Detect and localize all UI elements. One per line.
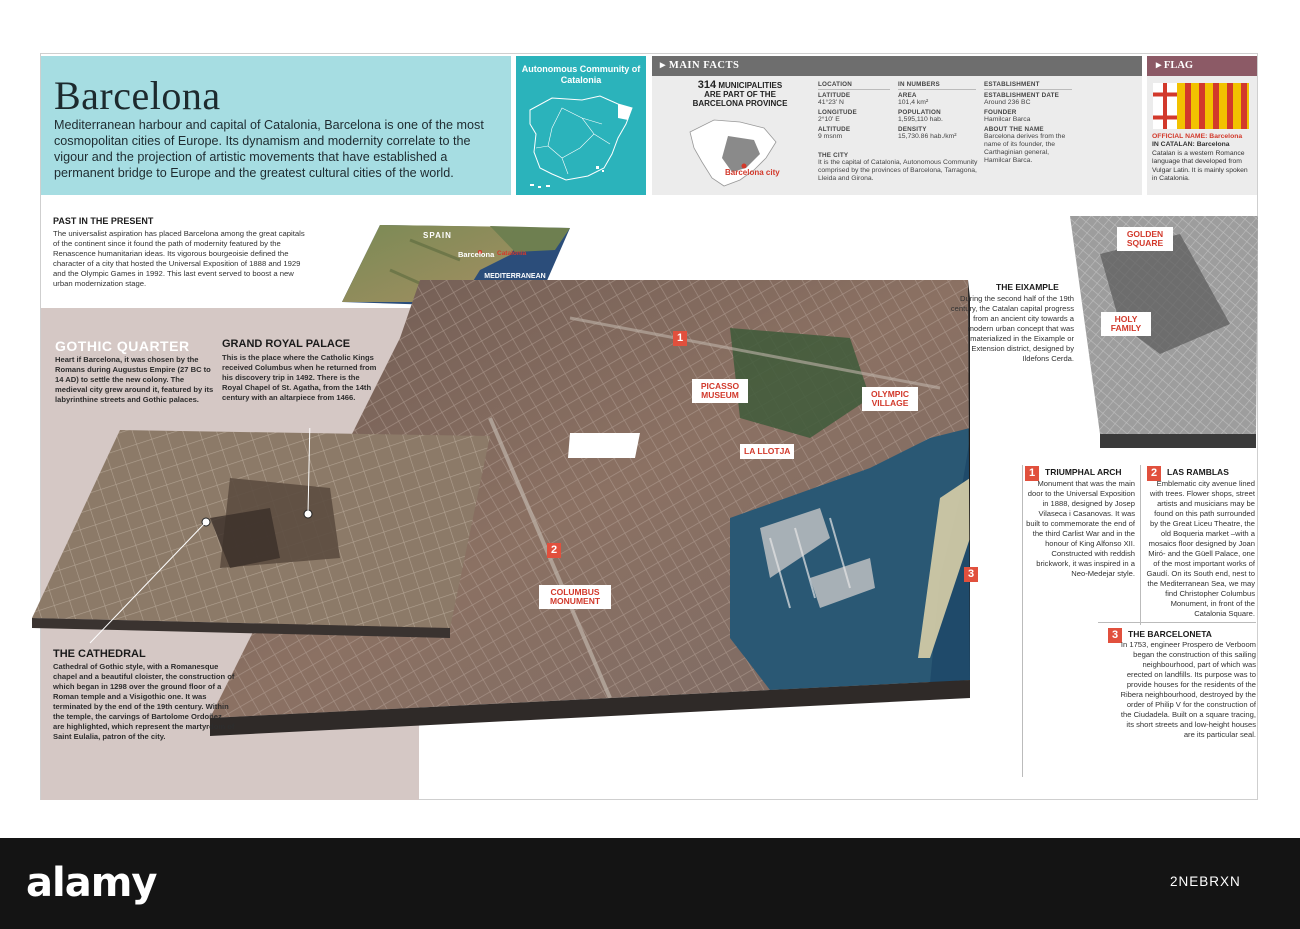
- page-title: Barcelona: [54, 73, 221, 118]
- palace-heading: GRAND ROYAL PALACE: [222, 338, 351, 350]
- gothic-quarter-3d-inset: [30, 428, 490, 650]
- cathedral-heading: THE CATHEDRAL: [53, 648, 146, 660]
- point-3-number: 3: [1108, 628, 1122, 643]
- holy-family-label: HOLY FAMILY: [1101, 312, 1151, 336]
- columbus-monument-label: COLUMBUS MONUMENT: [539, 585, 611, 609]
- olympic-village-label: OLYMPIC VILLAGE: [862, 387, 918, 411]
- marker-2: 2: [547, 543, 561, 558]
- gothic-text: Heart if Barcelona, it was chosen by the Romans during Augustus Empire (27 BC to 14 AD) to settle the new colony. The medieval city grew around it, featured by its labyrinthine streets and Gothic palaces.: [55, 355, 214, 404]
- watermark-band: [0, 838, 1300, 929]
- point-3-text: In 1753, engineer Prospero de Verboom began the construction of this sailing neighbourhood, part of which was erected on landfills. Its purpose was to provide houses for the residents of the Ribera neighbourhood, destroyed by the order of Philip V for the construction of the Ciudadela. Built on a square tracing, its short streets and low-height houses are its particular seal.: [1120, 640, 1256, 739]
- gothic-heading: GOTHIC QUARTER: [55, 338, 190, 354]
- mid-column-divider: [1140, 465, 1141, 625]
- image-id: 2NEBRXN: [1170, 874, 1241, 889]
- marker-3: 3: [964, 567, 978, 582]
- eixample-heading: THE EIXAMPLE: [996, 282, 1059, 292]
- inset-catalonia-label: Catalonia: [497, 250, 527, 257]
- intro-text: Mediterranean harbour and capital of Catalonia, Barcelona is one of the most cosmopolitan cities of Europe. Its dynamism and modernity correlate to the vigour and the projection of artistic movements that have established a permanent bridge to Europe and the greatest cultural cities of the world.: [54, 118, 484, 180]
- catalonia-province-map: [684, 114, 784, 190]
- palace-text: This is the place where the Catholic Kings received Columbus when he returned from his discovery trip in 1492. There is the Royal Chapel of St. Agatha, from the 14th century with an altarpiece from 1466.: [222, 353, 377, 402]
- point-2-heading: LAS RAMBLAS: [1167, 467, 1229, 477]
- main-facts-heading: ▸ MAIN FACTS: [660, 60, 740, 71]
- inset-spain-label: SPAIN: [423, 231, 452, 240]
- point-1-text: Monument that was the main door to the Universal Exposition in 1888, designed by Josep Vilaseca i Casanovas. It was built to commemorate the end of the third Carlist War and in the honour of King Alfonso XII. Constructed with reddish brickwork, it was inspired in a Neo-Medejar style.: [1026, 479, 1135, 578]
- marker-1: 1: [673, 331, 687, 346]
- barcelona-flag-icon: [1153, 83, 1249, 129]
- location-column: LOCATION LATITUDE 41°23' N LONGITUDE 2°10' E ALTITUDE 9 msnm: [818, 81, 890, 141]
- cathedral-text: Cathedral of Gothic style, with a Romanesque chapel and a beautiful cloister, the construction of which began in 1298 over the ground floor of a Roman temple and a Visigothic one. It was terminated by the end of the 19th century. Within the temple, the carvings of Bartolome Ordoñez are highlighted, which represent the martyrdom of Saint Eulalia, patron of the city.: [53, 662, 235, 741]
- picasso-museum-label: PICASSO MUSEUM: [692, 379, 748, 403]
- municipalities-note: 314 MUNICIPALITIES ARE PART OF THE BARCELONA PROVINCE: [692, 79, 788, 108]
- past-text: The universalist aspiration has placed Barcelona among the great capitals of the continent since it found the path of modernity featured by the Renascence humanitarian ideas. Its vigorous bourgeoisie defined the character of a city that hosted the Universal Exposition of 1888 and 1929 and the Olympic Games in 1992. This last event served to boost a new urban modernization stage.: [53, 229, 305, 288]
- establishment-column: ESTABLISHMENT ESTABLISHMENT DATE Around 236 BC FOUNDER Hamilcar Barca ABOUT THE NAME Barcelona derives from the name of its founder, the Carthaginian general, Hamilcar Barca.: [984, 81, 1072, 165]
- point-1-heading: TRIUMPHAL ARCH: [1045, 467, 1122, 477]
- numbers-column: IN NUMBERS AREA 101,4 km² POPULATION 1,595,110 hab. DENSITY 15,730.86 hab./km²: [898, 81, 976, 141]
- spain-outline-map: [522, 88, 642, 192]
- la-llotja-label: LA LLOTJA: [740, 444, 794, 459]
- inset-barcelona-label: Barcelona: [458, 250, 495, 259]
- past-heading: PAST IN THE PRESENT: [53, 216, 154, 226]
- catalonia-title: Autonomous Community of Catalonia: [521, 64, 641, 85]
- point-2-number: 2: [1147, 466, 1161, 481]
- flag-text: OFFICIAL NAME: Barcelona IN CATALAN: Barcelona Catalan is a western Romance language that developed from Vulgar Latin. It is mainly spoken in Catalonia.: [1152, 133, 1248, 183]
- point-1-number: 1: [1025, 466, 1039, 481]
- barcelona-city-label: Barcelona city: [725, 168, 780, 177]
- inset-sea-label: MEDITERRANEAN: [484, 273, 546, 280]
- point-3-heading: THE BARCELONETA: [1128, 629, 1212, 639]
- point-3-divider: [1098, 622, 1256, 623]
- flag-heading: ▸ FLAG: [1156, 60, 1194, 71]
- point-2-text: Emblematic city avenue lined with trees. Flower shops, street artists and musicians may be found on this path surrounded by the Great Liceu Theatre, the old Boqueria market –with a mosaics floor designed by Joan Miró- and the Güell Palace, one of the most important works of Gaudí. On its South end, nest to the Mediterranean Sea, we may find Christopher Columbus Monument, in front of the Catalonia Square.: [1146, 479, 1255, 618]
- eixample-text: During the second half of the 19th century, the Catalan capital progress from an ancient city towards a modern urban concept that was materialized in the Eixample or Extension district, designed by Ildefons Cerda.: [950, 294, 1074, 363]
- the-city-block: THE CITY It is the capital of Catalonia, Autonomous Community comprised by the provinces of Barcelona, Tarragona, Lleida and Girona.: [818, 152, 978, 182]
- alamy-logo: alamy: [26, 860, 157, 906]
- golden-square-label: GOLDEN SQUARE: [1117, 227, 1173, 251]
